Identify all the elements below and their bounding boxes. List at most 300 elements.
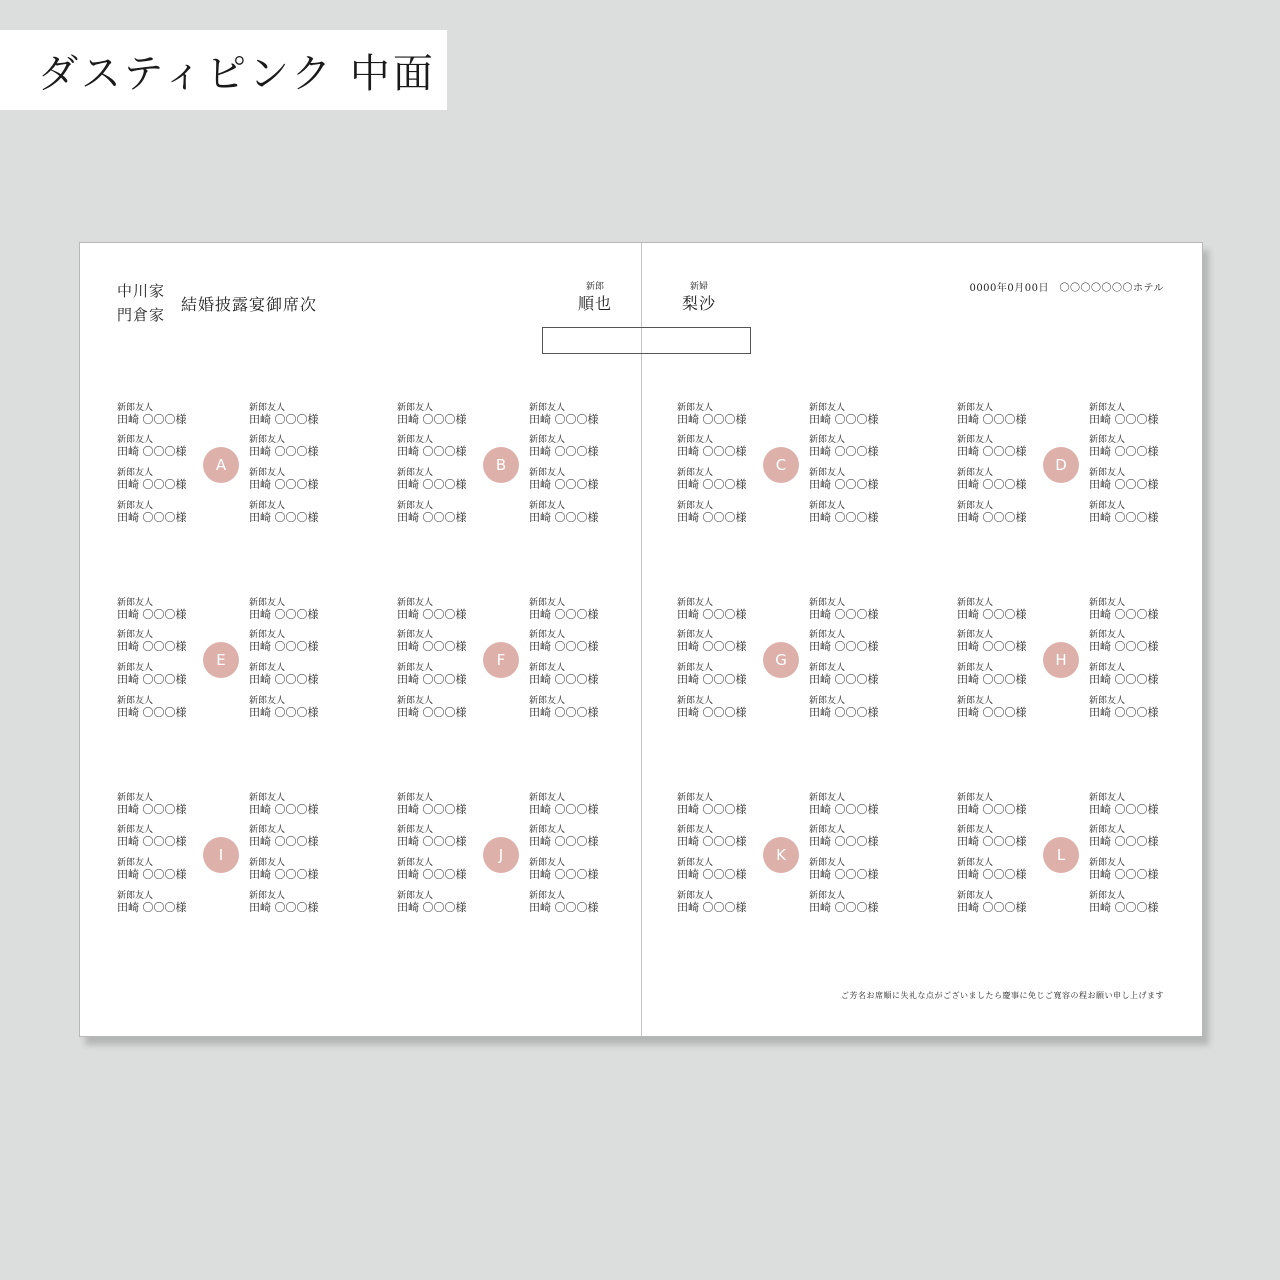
guest-name: 田崎 〇〇〇様 <box>117 901 187 914</box>
bride-block <box>664 281 734 315</box>
guest-relation: 新郎友人 <box>957 663 994 673</box>
guest-relation: 新郎友人 <box>529 891 566 901</box>
guest-relation: 新郎友人 <box>809 891 846 901</box>
guest-name: 田崎 〇〇〇様 <box>677 445 747 458</box>
guest-name: 田崎 〇〇〇様 <box>957 868 1027 881</box>
guest-name: 田崎 〇〇〇様 <box>397 673 467 686</box>
guest-entry <box>677 858 757 882</box>
guest-entry <box>1089 435 1169 459</box>
guest-relation: 新郎友人 <box>249 793 286 803</box>
guest-relation: 新郎友人 <box>117 630 154 640</box>
center-fold-line <box>641 243 642 1036</box>
guest-entry <box>529 858 609 882</box>
table-marker-e: E <box>203 642 239 678</box>
guest-entry <box>249 435 329 459</box>
guest-entry <box>1089 825 1169 849</box>
guest-name: 田崎 〇〇〇様 <box>809 478 879 491</box>
document-title: 結婚披露宴御席次 <box>181 295 318 314</box>
guest-entry <box>529 825 609 849</box>
guest-relation: 新郎友人 <box>529 598 566 608</box>
guest-relation: 新郎友人 <box>529 403 566 413</box>
guest-relation: 新郎友人 <box>117 501 154 511</box>
guest-relation: 新郎友人 <box>397 663 434 673</box>
guest-entry <box>1089 501 1169 525</box>
guest-relation: 新郎友人 <box>117 435 154 445</box>
guest-name: 田崎 〇〇〇様 <box>677 413 747 426</box>
guest-entry <box>117 891 197 915</box>
guest-relation: 新郎友人 <box>117 793 154 803</box>
guest-relation: 新郎友人 <box>809 435 846 445</box>
guest-entry <box>529 501 609 525</box>
guest-relation: 新郎友人 <box>957 403 994 413</box>
table-marker-h: H <box>1043 642 1079 678</box>
guest-entry <box>529 696 609 720</box>
guest-name: 田崎 〇〇〇様 <box>1089 445 1159 458</box>
guest-entry <box>677 435 757 459</box>
groom-name: 順也 <box>577 294 612 313</box>
guest-entry <box>529 403 609 427</box>
guest-name: 田崎 〇〇〇様 <box>529 673 599 686</box>
guest-relation: 新郎友人 <box>397 696 434 706</box>
guest-entry <box>957 696 1037 720</box>
guest-entry <box>957 858 1037 882</box>
guest-entry <box>809 793 889 817</box>
guest-name: 田崎 〇〇〇様 <box>957 608 1027 621</box>
guest-relation: 新郎友人 <box>249 403 286 413</box>
table-group-j <box>397 793 607 918</box>
guest-name: 田崎 〇〇〇様 <box>117 835 187 848</box>
guest-name: 田崎 〇〇〇様 <box>249 901 319 914</box>
guest-relation: 新郎友人 <box>677 598 714 608</box>
guest-name: 田崎 〇〇〇様 <box>957 445 1027 458</box>
guest-name: 田崎 〇〇〇様 <box>249 511 319 524</box>
table-group-i <box>117 793 327 918</box>
guest-name: 田崎 〇〇〇様 <box>117 640 187 653</box>
guest-relation: 新郎友人 <box>249 858 286 868</box>
guest-relation: 新郎友人 <box>677 403 714 413</box>
guest-name: 田崎 〇〇〇様 <box>1089 706 1159 719</box>
guest-relation: 新郎友人 <box>957 501 994 511</box>
guest-name: 田崎 〇〇〇様 <box>529 413 599 426</box>
guest-entry <box>1089 793 1169 817</box>
guest-entry <box>1089 403 1169 427</box>
table-marker-d: D <box>1043 447 1079 483</box>
guest-relation: 新郎友人 <box>397 858 434 868</box>
guest-entry <box>1089 468 1169 492</box>
guest-entry <box>117 663 197 687</box>
guest-relation: 新郎友人 <box>1089 468 1126 478</box>
guest-entry <box>117 501 197 525</box>
guest-name: 田崎 〇〇〇様 <box>117 803 187 816</box>
guest-entry <box>529 891 609 915</box>
guest-name: 田崎 〇〇〇様 <box>397 706 467 719</box>
guest-name: 田崎 〇〇〇様 <box>529 478 599 491</box>
guest-entry <box>809 663 889 687</box>
guest-relation: 新郎友人 <box>677 663 714 673</box>
guest-entry <box>1089 663 1169 687</box>
guest-name: 田崎 〇〇〇様 <box>249 608 319 621</box>
guest-name: 田崎 〇〇〇様 <box>397 413 467 426</box>
guest-name: 田崎 〇〇〇様 <box>529 445 599 458</box>
guest-entry <box>957 793 1037 817</box>
guest-entry <box>249 858 329 882</box>
table-marker-c: C <box>763 447 799 483</box>
guest-entry <box>1089 630 1169 654</box>
guest-name: 田崎 〇〇〇様 <box>957 511 1027 524</box>
guest-relation: 新郎友人 <box>809 403 846 413</box>
guest-entry <box>397 825 477 849</box>
guest-name: 田崎 〇〇〇様 <box>397 608 467 621</box>
guest-name: 田崎 〇〇〇様 <box>809 413 879 426</box>
guest-entry <box>1089 598 1169 622</box>
guest-name: 田崎 〇〇〇様 <box>397 901 467 914</box>
table-marker-j: J <box>483 837 519 873</box>
guest-relation: 新郎友人 <box>809 825 846 835</box>
guest-relation: 新郎友人 <box>397 501 434 511</box>
guest-relation: 新郎友人 <box>809 598 846 608</box>
table-group-k <box>677 793 887 918</box>
guest-entry <box>677 891 757 915</box>
guest-name: 田崎 〇〇〇様 <box>529 803 599 816</box>
seating-chart-sheet <box>79 242 1203 1037</box>
guest-name: 田崎 〇〇〇様 <box>677 478 747 491</box>
guest-name: 田崎 〇〇〇様 <box>677 608 747 621</box>
guest-entry <box>249 793 329 817</box>
guest-relation: 新郎友人 <box>677 435 714 445</box>
guest-relation: 新郎友人 <box>249 468 286 478</box>
guest-relation: 新郎友人 <box>397 468 434 478</box>
guest-relation: 新郎友人 <box>677 630 714 640</box>
guest-entry <box>397 858 477 882</box>
guest-relation: 新郎友人 <box>677 696 714 706</box>
guest-relation: 新郎友人 <box>1089 825 1126 835</box>
guest-relation: 新郎友人 <box>249 435 286 445</box>
product-label-text: ダスティピンク 中面 <box>38 50 436 97</box>
guest-entry <box>117 858 197 882</box>
guest-relation: 新郎友人 <box>809 858 846 868</box>
guest-relation: 新郎友人 <box>1089 501 1126 511</box>
table-marker-i: I <box>203 837 239 873</box>
guest-name: 田崎 〇〇〇様 <box>677 640 747 653</box>
guest-name: 田崎 〇〇〇様 <box>677 803 747 816</box>
guest-name: 田崎 〇〇〇様 <box>809 868 879 881</box>
guest-name: 田崎 〇〇〇様 <box>957 673 1027 686</box>
guest-name: 田崎 〇〇〇様 <box>677 901 747 914</box>
guest-name: 田崎 〇〇〇様 <box>957 640 1027 653</box>
guest-entry <box>677 501 757 525</box>
guest-name: 田崎 〇〇〇様 <box>1089 478 1159 491</box>
guest-relation: 新郎友人 <box>397 435 434 445</box>
guest-entry <box>1089 891 1169 915</box>
guest-entry <box>397 468 477 492</box>
guest-entry <box>117 598 197 622</box>
guest-relation: 新郎友人 <box>117 891 154 901</box>
guest-name: 田崎 〇〇〇様 <box>809 803 879 816</box>
guest-name: 田崎 〇〇〇様 <box>677 673 747 686</box>
guest-relation: 新郎友人 <box>249 891 286 901</box>
groom-block <box>560 281 630 315</box>
guest-name: 田崎 〇〇〇様 <box>529 835 599 848</box>
guest-name: 田崎 〇〇〇様 <box>809 673 879 686</box>
guest-relation: 新郎友人 <box>397 630 434 640</box>
guest-name: 田崎 〇〇〇様 <box>397 478 467 491</box>
guest-name: 田崎 〇〇〇様 <box>397 803 467 816</box>
guest-entry <box>397 630 477 654</box>
family-name-1: 中川家 <box>117 282 166 300</box>
guest-name: 田崎 〇〇〇様 <box>117 868 187 881</box>
guest-name: 田崎 〇〇〇様 <box>249 868 319 881</box>
guest-name: 田崎 〇〇〇様 <box>117 445 187 458</box>
guest-entry <box>117 403 197 427</box>
guest-name: 田崎 〇〇〇様 <box>117 413 187 426</box>
guest-entry <box>957 891 1037 915</box>
guest-relation: 新郎友人 <box>117 468 154 478</box>
guest-entry <box>529 793 609 817</box>
guest-entry <box>809 468 889 492</box>
guest-name: 田崎 〇〇〇様 <box>957 706 1027 719</box>
guest-name: 田崎 〇〇〇様 <box>117 478 187 491</box>
guest-relation: 新郎友人 <box>249 825 286 835</box>
guest-relation: 新郎友人 <box>529 435 566 445</box>
guest-entry <box>809 858 889 882</box>
bride-name: 梨沙 <box>681 294 716 313</box>
bride-role: 新婦 <box>689 282 708 292</box>
family-names <box>117 279 165 327</box>
guest-name: 田崎 〇〇〇様 <box>249 835 319 848</box>
table-marker-f: F <box>483 642 519 678</box>
guest-name: 田崎 〇〇〇様 <box>1089 868 1159 881</box>
guest-entry <box>397 663 477 687</box>
guest-name: 田崎 〇〇〇様 <box>529 901 599 914</box>
guest-name: 田崎 〇〇〇様 <box>677 868 747 881</box>
guest-relation: 新郎友人 <box>529 825 566 835</box>
guest-name: 田崎 〇〇〇様 <box>249 706 319 719</box>
guest-entry <box>809 696 889 720</box>
guest-entry <box>249 403 329 427</box>
guest-entry <box>677 696 757 720</box>
guest-name: 田崎 〇〇〇様 <box>117 608 187 621</box>
table-marker-a: A <box>203 447 239 483</box>
guest-relation: 新郎友人 <box>1089 858 1126 868</box>
guest-name: 田崎 〇〇〇様 <box>397 835 467 848</box>
guest-relation: 新郎友人 <box>529 696 566 706</box>
guest-relation: 新郎友人 <box>249 630 286 640</box>
guest-name: 田崎 〇〇〇様 <box>677 706 747 719</box>
guest-relation: 新郎友人 <box>957 825 994 835</box>
guest-relation: 新郎友人 <box>809 663 846 673</box>
closing-message: ご芳名お席順に失礼な点がございましたら慶事に免じご寛容の程お願い申し上げます <box>841 991 1164 1000</box>
guest-entry <box>117 793 197 817</box>
guest-entry <box>809 435 889 459</box>
guest-entry <box>809 825 889 849</box>
guest-entry <box>677 598 757 622</box>
guest-relation: 新郎友人 <box>677 793 714 803</box>
guest-name: 田崎 〇〇〇様 <box>117 511 187 524</box>
guest-entry <box>1089 696 1169 720</box>
guest-name: 田崎 〇〇〇様 <box>677 835 747 848</box>
guest-relation: 新郎友人 <box>809 793 846 803</box>
table-group-a <box>117 403 327 528</box>
guest-entry <box>397 501 477 525</box>
guest-entry <box>249 598 329 622</box>
guest-name: 田崎 〇〇〇様 <box>249 673 319 686</box>
guest-relation: 新郎友人 <box>117 696 154 706</box>
guest-name: 田崎 〇〇〇様 <box>249 445 319 458</box>
guest-name: 田崎 〇〇〇様 <box>397 640 467 653</box>
guest-relation: 新郎友人 <box>957 793 994 803</box>
guest-relation: 新郎友人 <box>957 696 994 706</box>
guest-relation: 新郎友人 <box>117 403 154 413</box>
guest-entry <box>809 598 889 622</box>
guest-relation: 新郎友人 <box>677 891 714 901</box>
product-label <box>0 30 447 110</box>
head-table <box>542 327 751 354</box>
guest-entry <box>1089 858 1169 882</box>
guest-name: 田崎 〇〇〇様 <box>249 478 319 491</box>
guest-name: 田崎 〇〇〇様 <box>1089 511 1159 524</box>
table-group-g <box>677 598 887 723</box>
table-marker-k: K <box>763 837 799 873</box>
guest-entry <box>249 630 329 654</box>
guest-name: 田崎 〇〇〇様 <box>809 640 879 653</box>
guest-name: 田崎 〇〇〇様 <box>1089 413 1159 426</box>
groom-role: 新郎 <box>585 282 604 292</box>
guest-relation: 新郎友人 <box>957 468 994 478</box>
guest-name: 田崎 〇〇〇様 <box>1089 640 1159 653</box>
guest-entry <box>117 825 197 849</box>
guest-entry <box>397 891 477 915</box>
guest-name: 田崎 〇〇〇様 <box>809 706 879 719</box>
guest-entry <box>677 403 757 427</box>
table-group-h <box>957 598 1167 723</box>
guest-name: 田崎 〇〇〇様 <box>677 511 747 524</box>
guest-relation: 新郎友人 <box>397 793 434 803</box>
guest-relation: 新郎友人 <box>677 825 714 835</box>
guest-name: 田崎 〇〇〇様 <box>397 445 467 458</box>
guest-entry <box>249 663 329 687</box>
guest-relation: 新郎友人 <box>677 858 714 868</box>
table-group-f <box>397 598 607 723</box>
guest-relation: 新郎友人 <box>529 663 566 673</box>
guest-entry <box>957 435 1037 459</box>
guest-name: 田崎 〇〇〇様 <box>957 835 1027 848</box>
guest-name: 田崎 〇〇〇様 <box>249 640 319 653</box>
family-name-2: 門倉家 <box>117 306 166 324</box>
table-group-c <box>677 403 887 528</box>
table-group-e <box>117 598 327 723</box>
guest-relation: 新郎友人 <box>117 663 154 673</box>
guest-name: 田崎 〇〇〇様 <box>809 511 879 524</box>
guest-entry <box>957 468 1037 492</box>
guest-name: 田崎 〇〇〇様 <box>529 868 599 881</box>
guest-relation: 新郎友人 <box>1089 663 1126 673</box>
guest-entry <box>397 696 477 720</box>
guest-entry <box>809 891 889 915</box>
guest-name: 田崎 〇〇〇様 <box>1089 835 1159 848</box>
guest-entry <box>249 501 329 525</box>
guest-relation: 新郎友人 <box>809 468 846 478</box>
guest-relation: 新郎友人 <box>809 630 846 640</box>
guest-name: 田崎 〇〇〇様 <box>809 445 879 458</box>
guest-relation: 新郎友人 <box>1089 630 1126 640</box>
guest-relation: 新郎友人 <box>529 468 566 478</box>
table-group-d <box>957 403 1167 528</box>
table-group-l <box>957 793 1167 918</box>
guest-entry <box>957 630 1037 654</box>
guest-relation: 新郎友人 <box>1089 891 1126 901</box>
guest-entry <box>117 696 197 720</box>
date-hotel: 0000年0月00日 〇〇〇〇〇〇〇ホテル <box>969 283 1164 294</box>
guest-relation: 新郎友人 <box>1089 435 1126 445</box>
guest-relation: 新郎友人 <box>117 825 154 835</box>
guest-relation: 新郎友人 <box>397 403 434 413</box>
guest-entry <box>117 468 197 492</box>
guest-name: 田崎 〇〇〇様 <box>529 706 599 719</box>
guest-name: 田崎 〇〇〇様 <box>397 511 467 524</box>
guest-relation: 新郎友人 <box>677 501 714 511</box>
guest-entry <box>677 825 757 849</box>
guest-relation: 新郎友人 <box>809 696 846 706</box>
guest-name: 田崎 〇〇〇様 <box>529 640 599 653</box>
guest-entry <box>117 630 197 654</box>
guest-entry <box>677 630 757 654</box>
guest-entry <box>249 825 329 849</box>
guest-relation: 新郎友人 <box>677 468 714 478</box>
guest-entry <box>957 825 1037 849</box>
guest-name: 田崎 〇〇〇様 <box>809 835 879 848</box>
guest-name: 田崎 〇〇〇様 <box>1089 608 1159 621</box>
guest-relation: 新郎友人 <box>1089 403 1126 413</box>
table-group-b <box>397 403 607 528</box>
guest-entry <box>529 435 609 459</box>
guest-entry <box>677 793 757 817</box>
guest-relation: 新郎友人 <box>957 891 994 901</box>
guest-name: 田崎 〇〇〇様 <box>809 901 879 914</box>
guest-relation: 新郎友人 <box>529 630 566 640</box>
table-marker-l: L <box>1043 837 1079 873</box>
guest-name: 田崎 〇〇〇様 <box>529 608 599 621</box>
guest-entry <box>957 501 1037 525</box>
guest-entry <box>529 598 609 622</box>
guest-name: 田崎 〇〇〇様 <box>1089 673 1159 686</box>
guest-relation: 新郎友人 <box>249 663 286 673</box>
guest-name: 田崎 〇〇〇様 <box>1089 803 1159 816</box>
guest-entry <box>957 403 1037 427</box>
guest-entry <box>249 696 329 720</box>
guest-entry <box>529 630 609 654</box>
guest-relation: 新郎友人 <box>529 858 566 868</box>
guest-entry <box>249 891 329 915</box>
guest-name: 田崎 〇〇〇様 <box>957 413 1027 426</box>
guest-name: 田崎 〇〇〇様 <box>1089 901 1159 914</box>
guest-name: 田崎 〇〇〇様 <box>957 803 1027 816</box>
guest-relation: 新郎友人 <box>249 598 286 608</box>
guest-relation: 新郎友人 <box>1089 696 1126 706</box>
guest-name: 田崎 〇〇〇様 <box>249 413 319 426</box>
guest-relation: 新郎友人 <box>397 825 434 835</box>
guest-relation: 新郎友人 <box>809 501 846 511</box>
guest-relation: 新郎友人 <box>397 891 434 901</box>
guest-relation: 新郎友人 <box>117 858 154 868</box>
guest-entry <box>397 793 477 817</box>
guest-entry <box>529 663 609 687</box>
guest-entry <box>117 435 197 459</box>
guest-entry <box>397 598 477 622</box>
table-marker-b: B <box>483 447 519 483</box>
guest-entry <box>677 468 757 492</box>
guest-entry <box>957 663 1037 687</box>
guest-entry <box>957 598 1037 622</box>
